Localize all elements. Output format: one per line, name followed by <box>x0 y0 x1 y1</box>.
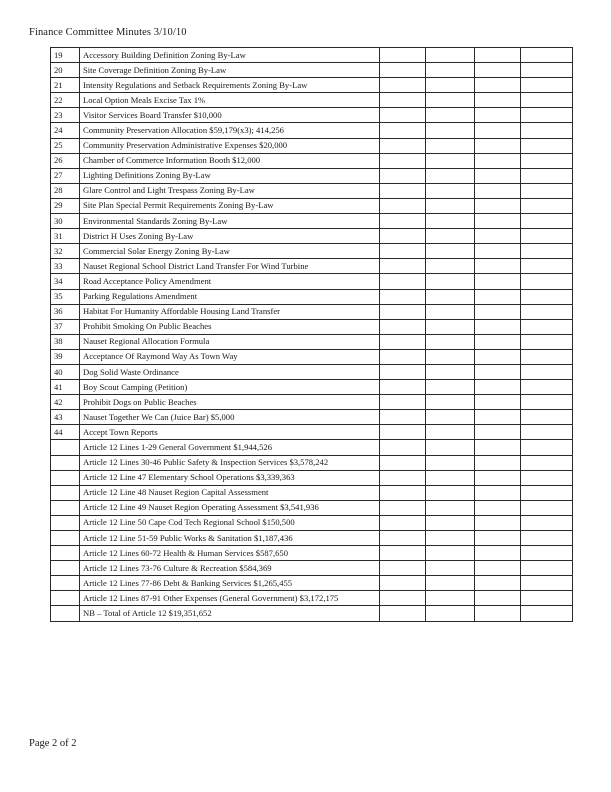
blank-vote-cell-4 <box>521 78 573 93</box>
table-row <box>51 606 573 621</box>
table-row <box>51 334 573 349</box>
blank-vote-cell-1 <box>380 606 426 621</box>
article-description-cell: Article 12 Line 51-59 Public Works & Sanitation $1,187,436 <box>80 531 380 546</box>
blank-vote-cell-3 <box>475 123 521 138</box>
article-number-cell <box>51 485 80 500</box>
blank-vote-cell-1 <box>380 380 426 395</box>
blank-vote-cell-2 <box>426 425 475 440</box>
table-row <box>51 380 573 395</box>
article-description-cell: Site Coverage Definition Zoning By-Law <box>80 63 380 78</box>
blank-vote-cell-2 <box>426 198 475 213</box>
article-number-cell <box>51 576 80 591</box>
blank-vote-cell-3 <box>475 319 521 334</box>
article-description-cell: Road Acceptance Policy Amendment <box>80 274 380 289</box>
blank-vote-cell-4 <box>521 425 573 440</box>
blank-vote-cell-3 <box>475 214 521 229</box>
article-description-cell: Environmental Standards Zoning By-Law <box>80 214 380 229</box>
article-number-cell: 25 <box>51 138 80 153</box>
blank-vote-cell-4 <box>521 168 573 183</box>
article-number-cell <box>51 561 80 576</box>
blank-vote-cell-2 <box>426 455 475 470</box>
blank-vote-cell-1 <box>380 63 426 78</box>
article-number-cell: 37 <box>51 319 80 334</box>
table-row <box>51 168 573 183</box>
blank-vote-cell-2 <box>426 546 475 561</box>
article-description-cell: Boy Scout Camping (Petition) <box>80 380 380 395</box>
article-description-cell: NB – Total of Article 12 $19,351,652 <box>80 606 380 621</box>
blank-vote-cell-4 <box>521 138 573 153</box>
article-number-cell: 38 <box>51 334 80 349</box>
article-description-cell: District H Uses Zoning By-Law <box>80 229 380 244</box>
article-description-cell: Local Option Meals Excise Tax 1% <box>80 93 380 108</box>
blank-vote-cell-4 <box>521 410 573 425</box>
table-row <box>51 349 573 364</box>
blank-vote-cell-3 <box>475 48 521 63</box>
blank-vote-cell-2 <box>426 168 475 183</box>
article-description-cell: Community Preservation Administrative Expenses $20,000 <box>80 138 380 153</box>
blank-vote-cell-4 <box>521 576 573 591</box>
article-description-cell: Article 12 Line 48 Nauset Region Capital Assessment <box>80 485 380 500</box>
table-row <box>51 214 573 229</box>
articles-table-body <box>51 48 573 622</box>
blank-vote-cell-1 <box>380 319 426 334</box>
table-row <box>51 531 573 546</box>
blank-vote-cell-1 <box>380 274 426 289</box>
blank-vote-cell-3 <box>475 93 521 108</box>
table-row <box>51 153 573 168</box>
blank-vote-cell-3 <box>475 425 521 440</box>
blank-vote-cell-1 <box>380 138 426 153</box>
table-row <box>51 470 573 485</box>
article-number-cell <box>51 440 80 455</box>
table-row <box>51 561 573 576</box>
article-number-cell: 31 <box>51 229 80 244</box>
blank-vote-cell-3 <box>475 153 521 168</box>
blank-vote-cell-4 <box>521 364 573 379</box>
blank-vote-cell-1 <box>380 229 426 244</box>
blank-vote-cell-4 <box>521 63 573 78</box>
blank-vote-cell-3 <box>475 168 521 183</box>
blank-vote-cell-4 <box>521 214 573 229</box>
blank-vote-cell-4 <box>521 515 573 530</box>
table-row <box>51 425 573 440</box>
article-description-cell: Habitat For Humanity Affordable Housing Land Transfer <box>80 304 380 319</box>
blank-vote-cell-1 <box>380 455 426 470</box>
article-description-cell: Nauset Together We Can (Juice Bar) $5,000 <box>80 410 380 425</box>
blank-vote-cell-4 <box>521 606 573 621</box>
blank-vote-cell-3 <box>475 304 521 319</box>
article-number-cell: 32 <box>51 244 80 259</box>
blank-vote-cell-4 <box>521 153 573 168</box>
blank-vote-cell-2 <box>426 576 475 591</box>
article-description-cell: Site Plan Special Permit Requirements Zoning By-Law <box>80 198 380 213</box>
table-row <box>51 576 573 591</box>
blank-vote-cell-4 <box>521 455 573 470</box>
article-description-cell: Glare Control and Light Trespass Zoning By-Law <box>80 183 380 198</box>
blank-vote-cell-4 <box>521 380 573 395</box>
article-number-cell: 35 <box>51 289 80 304</box>
blank-vote-cell-3 <box>475 63 521 78</box>
article-number-cell <box>51 470 80 485</box>
blank-vote-cell-1 <box>380 485 426 500</box>
blank-vote-cell-4 <box>521 485 573 500</box>
table-row <box>51 304 573 319</box>
blank-vote-cell-3 <box>475 546 521 561</box>
article-number-cell: 23 <box>51 108 80 123</box>
article-number-cell: 34 <box>51 274 80 289</box>
blank-vote-cell-1 <box>380 440 426 455</box>
article-description-cell: Commercial Solar Energy Zoning By-Law <box>80 244 380 259</box>
blank-vote-cell-1 <box>380 168 426 183</box>
article-number-cell: 19 <box>51 48 80 63</box>
table-row <box>51 108 573 123</box>
blank-vote-cell-3 <box>475 364 521 379</box>
blank-vote-cell-1 <box>380 108 426 123</box>
blank-vote-cell-2 <box>426 531 475 546</box>
blank-vote-cell-2 <box>426 78 475 93</box>
table-row <box>51 63 573 78</box>
article-description-cell: Accept Town Reports <box>80 425 380 440</box>
article-number-cell: 20 <box>51 63 80 78</box>
blank-vote-cell-2 <box>426 515 475 530</box>
blank-vote-cell-2 <box>426 138 475 153</box>
blank-vote-cell-1 <box>380 93 426 108</box>
blank-vote-cell-3 <box>475 591 521 606</box>
article-number-cell: 33 <box>51 259 80 274</box>
article-description-cell: Nauset Regional School District Land Transfer For Wind Turbine <box>80 259 380 274</box>
article-description-cell: Accessory Building Definition Zoning By-Law <box>80 48 380 63</box>
table-row <box>51 198 573 213</box>
blank-vote-cell-2 <box>426 334 475 349</box>
blank-vote-cell-4 <box>521 48 573 63</box>
blank-vote-cell-1 <box>380 470 426 485</box>
article-description-cell: Parking Regulations Amendment <box>80 289 380 304</box>
article-description-cell: Article 12 Line 50 Cape Cod Tech Regional School $150,500 <box>80 515 380 530</box>
blank-vote-cell-2 <box>426 395 475 410</box>
blank-vote-cell-1 <box>380 500 426 515</box>
blank-vote-cell-4 <box>521 274 573 289</box>
table-row <box>51 485 573 500</box>
blank-vote-cell-4 <box>521 229 573 244</box>
blank-vote-cell-3 <box>475 455 521 470</box>
article-description-cell: Prohibit Dogs on Public Beaches <box>80 395 380 410</box>
blank-vote-cell-2 <box>426 485 475 500</box>
blank-vote-cell-2 <box>426 244 475 259</box>
blank-vote-cell-4 <box>521 183 573 198</box>
blank-vote-cell-1 <box>380 395 426 410</box>
blank-vote-cell-1 <box>380 183 426 198</box>
blank-vote-cell-1 <box>380 349 426 364</box>
article-description-cell: Article 12 Lines 1-29 General Government $1,944,526 <box>80 440 380 455</box>
article-number-cell <box>51 606 80 621</box>
article-description-cell: Article 12 Lines 60-72 Health & Human Services $587,650 <box>80 546 380 561</box>
blank-vote-cell-4 <box>521 395 573 410</box>
blank-vote-cell-3 <box>475 606 521 621</box>
blank-vote-cell-4 <box>521 470 573 485</box>
article-description-cell: Chamber of Commerce Information Booth $12,000 <box>80 153 380 168</box>
table-row <box>51 244 573 259</box>
article-description-cell: Intensity Regulations and Setback Requirements Zoning By-Law <box>80 78 380 93</box>
article-number-cell <box>51 515 80 530</box>
blank-vote-cell-2 <box>426 380 475 395</box>
blank-vote-cell-4 <box>521 349 573 364</box>
table-row <box>51 274 573 289</box>
blank-vote-cell-3 <box>475 380 521 395</box>
blank-vote-cell-2 <box>426 440 475 455</box>
blank-vote-cell-3 <box>475 108 521 123</box>
blank-vote-cell-3 <box>475 500 521 515</box>
blank-vote-cell-3 <box>475 138 521 153</box>
blank-vote-cell-2 <box>426 591 475 606</box>
blank-vote-cell-3 <box>475 576 521 591</box>
article-description-cell: Article 12 Lines 30-46 Public Safety & Inspection Services $3,578,242 <box>80 455 380 470</box>
article-number-cell <box>51 591 80 606</box>
table-row <box>51 440 573 455</box>
table-row <box>51 123 573 138</box>
article-description-cell: Article 12 Line 49 Nauset Region Operating Assessment $3,541,936 <box>80 500 380 515</box>
blank-vote-cell-1 <box>380 153 426 168</box>
article-number-cell <box>51 500 80 515</box>
blank-vote-cell-3 <box>475 515 521 530</box>
article-description-cell: Community Preservation Allocation $59,179(x3); 414,256 <box>80 123 380 138</box>
table-row <box>51 546 573 561</box>
blank-vote-cell-4 <box>521 440 573 455</box>
blank-vote-cell-4 <box>521 108 573 123</box>
article-number-cell: 24 <box>51 123 80 138</box>
blank-vote-cell-4 <box>521 531 573 546</box>
blank-vote-cell-1 <box>380 410 426 425</box>
article-number-cell: 44 <box>51 425 80 440</box>
blank-vote-cell-3 <box>475 289 521 304</box>
blank-vote-cell-2 <box>426 561 475 576</box>
blank-vote-cell-2 <box>426 274 475 289</box>
blank-vote-cell-1 <box>380 259 426 274</box>
blank-vote-cell-4 <box>521 591 573 606</box>
blank-vote-cell-2 <box>426 123 475 138</box>
blank-vote-cell-4 <box>521 546 573 561</box>
article-number-cell: 39 <box>51 349 80 364</box>
article-number-cell: 29 <box>51 198 80 213</box>
blank-vote-cell-3 <box>475 561 521 576</box>
table-row <box>51 183 573 198</box>
article-description-cell: Article 12 Lines 87-91 Other Expenses (General Government) $3,172,175 <box>80 591 380 606</box>
table-row <box>51 259 573 274</box>
blank-vote-cell-1 <box>380 214 426 229</box>
blank-vote-cell-2 <box>426 63 475 78</box>
table-row <box>51 364 573 379</box>
blank-vote-cell-2 <box>426 183 475 198</box>
article-number-cell: 42 <box>51 395 80 410</box>
blank-vote-cell-3 <box>475 244 521 259</box>
table-row <box>51 455 573 470</box>
blank-vote-cell-3 <box>475 229 521 244</box>
table-row <box>51 229 573 244</box>
article-number-cell: 41 <box>51 380 80 395</box>
blank-vote-cell-1 <box>380 304 426 319</box>
article-number-cell: 36 <box>51 304 80 319</box>
article-number-cell: 27 <box>51 168 80 183</box>
blank-vote-cell-4 <box>521 304 573 319</box>
articles-table <box>50 47 573 622</box>
blank-vote-cell-2 <box>426 229 475 244</box>
table-row <box>51 591 573 606</box>
blank-vote-cell-1 <box>380 576 426 591</box>
article-number-cell <box>51 455 80 470</box>
blank-vote-cell-1 <box>380 244 426 259</box>
article-number-cell: 28 <box>51 183 80 198</box>
blank-vote-cell-3 <box>475 395 521 410</box>
blank-vote-cell-2 <box>426 500 475 515</box>
article-number-cell: 21 <box>51 78 80 93</box>
blank-vote-cell-2 <box>426 48 475 63</box>
blank-vote-cell-1 <box>380 364 426 379</box>
blank-vote-cell-4 <box>521 289 573 304</box>
blank-vote-cell-1 <box>380 546 426 561</box>
blank-vote-cell-3 <box>475 78 521 93</box>
blank-vote-cell-4 <box>521 123 573 138</box>
table-row <box>51 289 573 304</box>
blank-vote-cell-1 <box>380 425 426 440</box>
blank-vote-cell-2 <box>426 289 475 304</box>
blank-vote-cell-2 <box>426 319 475 334</box>
table-row <box>51 515 573 530</box>
table-row <box>51 48 573 63</box>
blank-vote-cell-2 <box>426 349 475 364</box>
article-number-cell: 22 <box>51 93 80 108</box>
blank-vote-cell-3 <box>475 349 521 364</box>
table-row <box>51 410 573 425</box>
table-row <box>51 78 573 93</box>
table-row <box>51 500 573 515</box>
article-description-cell: Prohibit Smoking On Public Beaches <box>80 319 380 334</box>
blank-vote-cell-4 <box>521 334 573 349</box>
blank-vote-cell-2 <box>426 214 475 229</box>
blank-vote-cell-2 <box>426 93 475 108</box>
article-number-cell: 43 <box>51 410 80 425</box>
blank-vote-cell-4 <box>521 93 573 108</box>
page-header-title: Finance Committee Minutes 3/10/10 <box>29 27 187 38</box>
blank-vote-cell-3 <box>475 334 521 349</box>
article-number-cell: 40 <box>51 364 80 379</box>
blank-vote-cell-1 <box>380 289 426 304</box>
blank-vote-cell-1 <box>380 48 426 63</box>
article-description-cell: Nauset Regional Allocation Formula <box>80 334 380 349</box>
table-row <box>51 395 573 410</box>
blank-vote-cell-4 <box>521 319 573 334</box>
article-description-cell: Article 12 Lines 77-86 Debt & Banking Services $1,265,455 <box>80 576 380 591</box>
article-number-cell <box>51 546 80 561</box>
blank-vote-cell-1 <box>380 123 426 138</box>
blank-vote-cell-2 <box>426 364 475 379</box>
blank-vote-cell-2 <box>426 606 475 621</box>
blank-vote-cell-3 <box>475 198 521 213</box>
article-number-cell <box>51 531 80 546</box>
blank-vote-cell-1 <box>380 591 426 606</box>
blank-vote-cell-2 <box>426 259 475 274</box>
blank-vote-cell-1 <box>380 198 426 213</box>
table-row <box>51 138 573 153</box>
blank-vote-cell-3 <box>475 440 521 455</box>
blank-vote-cell-2 <box>426 410 475 425</box>
blank-vote-cell-1 <box>380 334 426 349</box>
article-number-cell: 26 <box>51 153 80 168</box>
blank-vote-cell-1 <box>380 561 426 576</box>
article-description-cell: Article 12 Lines 73-76 Culture & Recreation $584,369 <box>80 561 380 576</box>
article-description-cell: Lighting Definitions Zoning By-Law <box>80 168 380 183</box>
blank-vote-cell-2 <box>426 304 475 319</box>
blank-vote-cell-4 <box>521 500 573 515</box>
article-description-cell: Visitor Services Board Transfer $10,000 <box>80 108 380 123</box>
blank-vote-cell-3 <box>475 274 521 289</box>
blank-vote-cell-3 <box>475 531 521 546</box>
blank-vote-cell-1 <box>380 78 426 93</box>
blank-vote-cell-2 <box>426 108 475 123</box>
blank-vote-cell-3 <box>475 183 521 198</box>
table-row <box>51 93 573 108</box>
blank-vote-cell-3 <box>475 410 521 425</box>
article-description-cell: Acceptance Of Raymond Way As Town Way <box>80 349 380 364</box>
blank-vote-cell-4 <box>521 244 573 259</box>
blank-vote-cell-2 <box>426 470 475 485</box>
blank-vote-cell-1 <box>380 531 426 546</box>
blank-vote-cell-3 <box>475 259 521 274</box>
blank-vote-cell-1 <box>380 515 426 530</box>
page-number: Page 2 of 2 <box>29 738 77 749</box>
blank-vote-cell-4 <box>521 198 573 213</box>
blank-vote-cell-3 <box>475 485 521 500</box>
article-number-cell: 30 <box>51 214 80 229</box>
article-description-cell: Article 12 Line 47 Elementary School Operations $3,339,363 <box>80 470 380 485</box>
blank-vote-cell-4 <box>521 561 573 576</box>
blank-vote-cell-3 <box>475 470 521 485</box>
blank-vote-cell-4 <box>521 259 573 274</box>
table-row <box>51 319 573 334</box>
article-description-cell: Dog Solid Waste Ordinance <box>80 364 380 379</box>
blank-vote-cell-2 <box>426 153 475 168</box>
